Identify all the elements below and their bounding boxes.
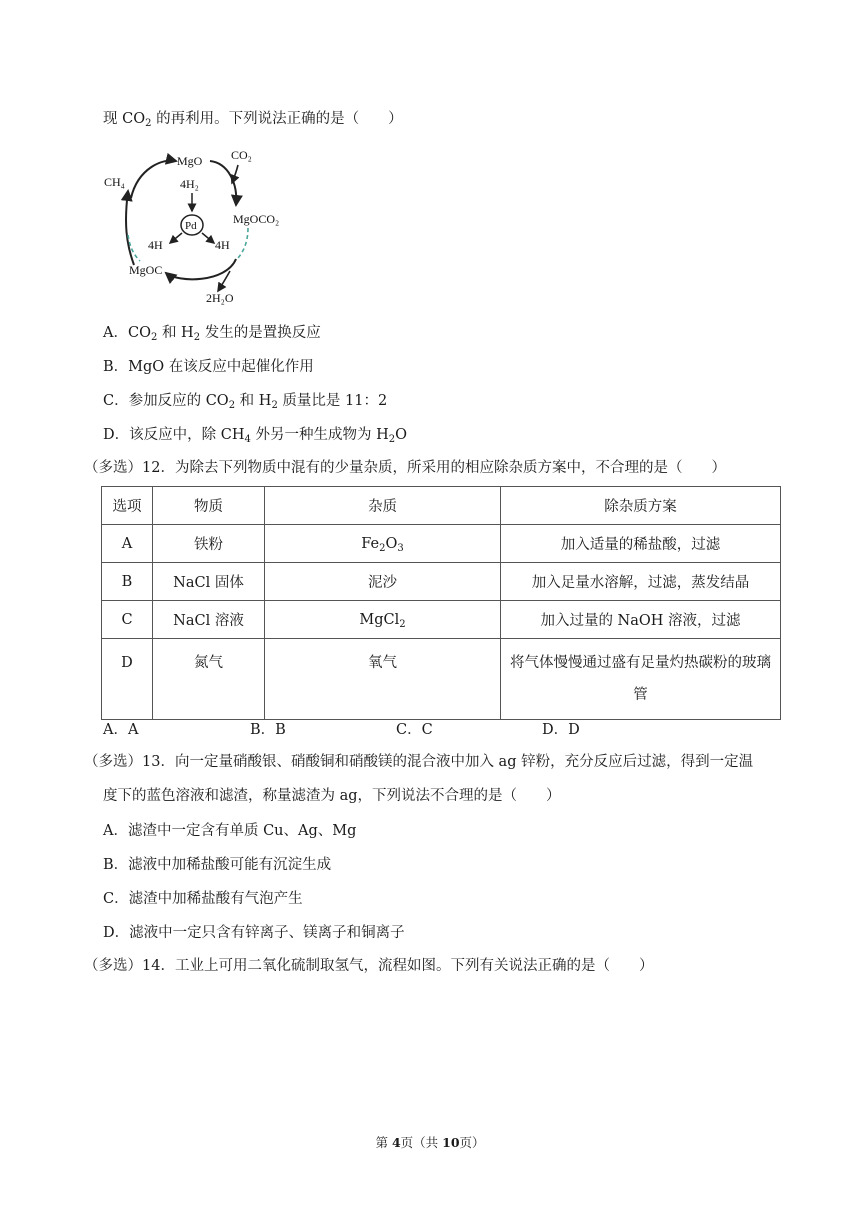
cell-scheme: 加入足量水溶解，过滤，蒸发结晶 [501, 563, 781, 601]
q12-choice-d: D．D [542, 722, 580, 738]
q11-option-b: B．MgO 在该反应中起催化作用 [103, 359, 314, 375]
impurity-mgcl: MgCl [359, 611, 400, 628]
table-row [102, 601, 781, 639]
label-ch4: CH₄ [104, 175, 125, 189]
cell-option: A [102, 525, 153, 563]
label-mgoco2: MgOCO₂ [233, 212, 280, 226]
header-option: 选项 [102, 487, 153, 525]
pd-to-4h-left-arrow [170, 233, 182, 243]
cell-option: B [102, 563, 153, 601]
cycle-arc-left [126, 191, 134, 265]
dashed-connector-right [238, 228, 248, 258]
q11-c-part3: 质量比是 11：2 [277, 393, 388, 409]
cell-impurity: 泥沙 [265, 563, 501, 601]
q11-c-part2: 和 H [235, 393, 272, 409]
q12-choice-c: C．C [396, 722, 433, 738]
label-co2: CO₂ [231, 148, 252, 162]
label-mgoc: MgOC [129, 263, 163, 277]
q11-c-part1: C．参加反应的 CO [103, 393, 229, 409]
q11-a-part2: 和 H [157, 325, 194, 341]
q11-stem-sub: 2 [145, 118, 152, 129]
q13-stem-line1: （多选）13．向一定量硝酸银、硝酸铜和硝酸镁的混合液中加入 ag 锌粉，充分反应后过滤，得到一定温 [84, 754, 754, 770]
impurity-fe: Fe [361, 535, 380, 552]
q12-choice-a: A．A [103, 722, 139, 738]
cell-impurity: 氧气 [265, 639, 501, 720]
q13-option-d: D．滤液中一定只含有锌离子、镁离子和铜离子 [103, 925, 405, 941]
cell-substance: NaCl 溶液 [153, 601, 265, 639]
cell-scheme: 加入过量的 NaOH 溶液，过滤 [501, 601, 781, 639]
cell-scheme: 加入适量的稀盐酸，过滤 [501, 525, 781, 563]
cell-substance: NaCl 固体 [153, 563, 265, 601]
cell-impurity [265, 601, 501, 639]
footer-post: 页） [459, 1135, 485, 1150]
table-header-row [102, 487, 781, 525]
cycle-arc-upper-left [131, 160, 176, 198]
q11-a-part1: A．CO [103, 325, 151, 341]
q12-table [101, 486, 781, 720]
cell-substance: 铁粉 [153, 525, 265, 563]
label-4h2: 4H₂ [180, 177, 199, 191]
q11-stem-post: 的再利用。下列说法正确的是（ ） [151, 111, 403, 127]
footer-page-number: 4 [391, 1135, 401, 1150]
q11-option-a [103, 322, 321, 344]
q12-stem: （多选）12．为除去下列物质中混有的少量杂质，所采用的相应除杂质方案中，不合理的是（ ） [84, 460, 726, 476]
q12-choices [103, 719, 580, 741]
label-2h2o: 2H₂O [206, 291, 234, 305]
scheme-line1: 将气体慢慢通过盛有足量灼热碳粉的玻璃 [510, 655, 771, 671]
reaction-cycle-diagram [98, 143, 298, 308]
impurity-sub1: 2 [379, 542, 386, 554]
header-substance: 物质 [153, 487, 265, 525]
q11-d-sub1: 4 [244, 434, 251, 445]
cell-option: C [102, 601, 153, 639]
footer-total-pages: 10 [442, 1135, 460, 1150]
q11-c-sub1: 2 [228, 400, 236, 411]
q11-c-sub2: 2 [271, 400, 278, 411]
q12-choice-b: B．B [250, 722, 286, 738]
cycle-arc-lower [166, 259, 236, 279]
footer-pre: 第 [375, 1135, 392, 1150]
q11-option-d [103, 424, 407, 446]
q11-stem [103, 108, 403, 130]
scheme-line2: 管 [633, 687, 648, 703]
q13-option-b: B．滤液中加稀盐酸可能有沉淀生成 [103, 857, 332, 873]
q13-option-c: C．滤渣中加稀盐酸有气泡产生 [103, 891, 303, 907]
q11-d-part3: O [395, 427, 407, 443]
q11-a-sub2: 2 [193, 332, 201, 343]
q11-a-part3: 发生的是置换反应 [200, 325, 321, 341]
cell-option: D [102, 639, 153, 720]
q13-stem-line2: 度下的蓝色溶液和滤渣，称量滤渣为 ag，下列说法不合理的是（ ） [103, 788, 561, 804]
q11-a-sub1: 2 [150, 332, 158, 343]
table-row [102, 563, 781, 601]
label-mgo: MgO [177, 154, 203, 168]
cell-scheme [501, 639, 781, 720]
table-row [102, 525, 781, 563]
impurity-o: O [385, 535, 398, 552]
label-pd: Pd [185, 220, 197, 232]
impurity-sub2: 3 [397, 542, 404, 554]
q11-option-c [103, 390, 387, 412]
cell-impurity [265, 525, 501, 563]
label-4h-left: 4H [148, 238, 163, 252]
table-row [102, 639, 781, 720]
cell-substance: 氮气 [153, 639, 265, 720]
q11-d-sub2: 2 [388, 434, 396, 445]
q11-d-part1: D．该反应中，除 CH [103, 427, 245, 443]
pd-to-4h-right-arrow [202, 233, 214, 243]
q14-stem: （多选）14．工业上可用二氧化硫制取氢气，流程如图。下列有关说法正确的是（ ） [84, 958, 654, 974]
co2-inflow-arrow [232, 165, 238, 183]
q11-stem-pre: 现 CO [103, 111, 146, 127]
impurity-sub: 2 [399, 618, 406, 630]
label-4h-right: 4H [215, 238, 230, 252]
header-scheme: 除杂质方案 [501, 487, 781, 525]
q11-d-part2: 外另一种生成物为 H [250, 427, 389, 443]
page-footer [0, 1133, 860, 1151]
header-impurity: 杂质 [265, 487, 501, 525]
footer-mid: 页（共 [400, 1135, 443, 1150]
q13-option-a: A．滤渣中一定含有单质 Cu、Ag、Mg [103, 823, 357, 839]
